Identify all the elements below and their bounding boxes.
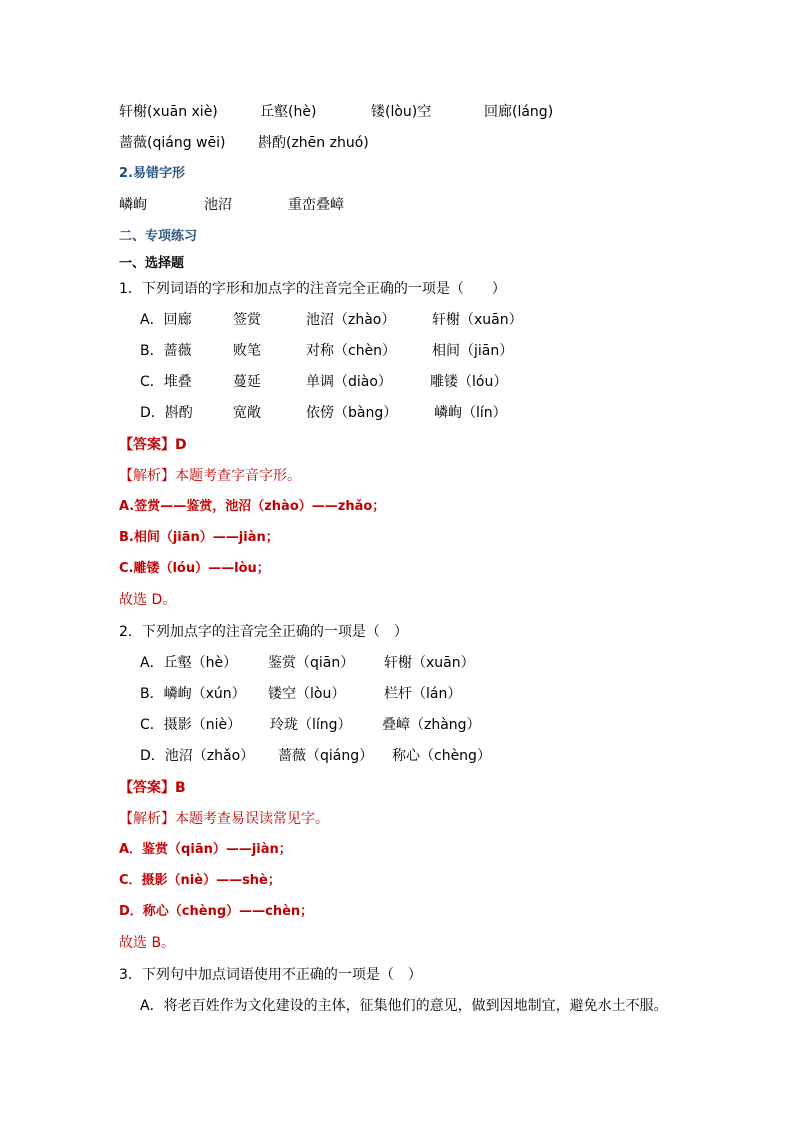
option-word: A．回廊 bbox=[140, 312, 192, 328]
analysis-note: B.相间（jiān）——jiàn； bbox=[119, 530, 279, 545]
analysis-note: D．称心（chèng）——chèn； bbox=[119, 904, 314, 919]
option-word: 轩榭（xuān） bbox=[384, 655, 475, 671]
section-error-title: 2.易错字形 bbox=[119, 166, 185, 181]
option-word: 称心（chèng） bbox=[392, 748, 491, 764]
analysis-label: 【解析】本题考查字音字形。 bbox=[119, 468, 301, 484]
option-word: 签赏 bbox=[233, 312, 261, 328]
option-word: 轩榭（xuān） bbox=[432, 312, 523, 328]
option-word: C．摄影（niè） bbox=[140, 717, 242, 733]
analysis-note: C.雕镂（lóu）——lòu； bbox=[119, 561, 270, 576]
option-word: 相间（jiān） bbox=[432, 343, 514, 359]
answer-label: 【答案】D bbox=[119, 437, 187, 453]
option-word: D．斟酌 bbox=[140, 405, 193, 421]
option-word: 蔷薇（qiáng） bbox=[278, 748, 374, 764]
vocab-item: 丘壑(hè) bbox=[260, 104, 317, 120]
option-word: A．丘壑（hè） bbox=[140, 655, 238, 671]
vocab-item: 斟酌(zhēn zhuó) bbox=[258, 135, 369, 151]
analysis-note: A．鉴赏（qiān）——jiàn； bbox=[119, 842, 292, 857]
error-word: 池沼 bbox=[204, 197, 232, 213]
answer-label: 【答案】B bbox=[119, 780, 186, 796]
option-word: 单调（diào） bbox=[306, 374, 392, 390]
option-word: 鉴赏（qiān） bbox=[268, 655, 355, 671]
option-word: B．蔷薇 bbox=[140, 343, 192, 359]
option-word: 镂空（lòu） bbox=[268, 686, 346, 702]
vocab-item: 回廊(láng) bbox=[484, 104, 554, 120]
analysis-label: 【解析】本题考查易误读常见字。 bbox=[119, 811, 329, 827]
option-word: D．池沼（zhǎo） bbox=[140, 748, 255, 764]
option-word: 嶙峋（lín） bbox=[434, 405, 507, 421]
question-stem: 2．下列加点字的注音完全正确的一项是（ ） bbox=[119, 624, 408, 640]
option-word: C．堆叠 bbox=[140, 374, 192, 390]
conclusion: 故选 B。 bbox=[119, 935, 176, 951]
vocab-item: 蔷薇(qiáng wēi) bbox=[119, 135, 226, 151]
option-word: 宽敞 bbox=[233, 405, 261, 421]
option-word: 蔓延 bbox=[233, 374, 261, 390]
option-sentence: A．将老百姓作为文化建设的主体，征集他们的意见，做到因地制宜，避免水土不服。 bbox=[140, 998, 668, 1014]
question-stem: 1．下列词语的字形和加点字的注音完全正确的一项是（ ） bbox=[119, 281, 506, 297]
analysis-note: A.签赏——鉴赏，池沼（zhào）——zhǎo； bbox=[119, 499, 386, 514]
option-word: 池沼（zhào） bbox=[306, 312, 396, 328]
option-word: 玲珑（líng） bbox=[270, 717, 352, 733]
option-word: 败笔 bbox=[233, 343, 261, 359]
option-word: 依傍（bàng） bbox=[306, 405, 398, 421]
question-stem: 3．下列句中加点词语使用不正确的一项是（ ） bbox=[119, 967, 422, 983]
option-word: 对称（chèn） bbox=[306, 343, 397, 359]
error-word: 重峦叠嶂 bbox=[288, 197, 344, 213]
analysis-note: C．摄影（niè）——shè； bbox=[119, 873, 281, 888]
option-word: 叠嶂（zhàng） bbox=[382, 717, 481, 733]
section-practice-title: 二、专项练习 bbox=[119, 229, 198, 244]
option-word: 雕镂（lóu） bbox=[430, 374, 508, 390]
conclusion: 故选 D。 bbox=[119, 592, 177, 608]
option-word: 栏杆（lán） bbox=[384, 686, 462, 702]
subsection-choice-title: 一、选择题 bbox=[119, 256, 185, 271]
vocab-item: 镂(lòu)空 bbox=[371, 104, 432, 120]
error-word: 嶙峋 bbox=[119, 197, 147, 213]
option-word: B．嶙峋（xún） bbox=[140, 686, 246, 702]
vocab-item: 轩榭(xuān xiè) bbox=[119, 104, 218, 120]
